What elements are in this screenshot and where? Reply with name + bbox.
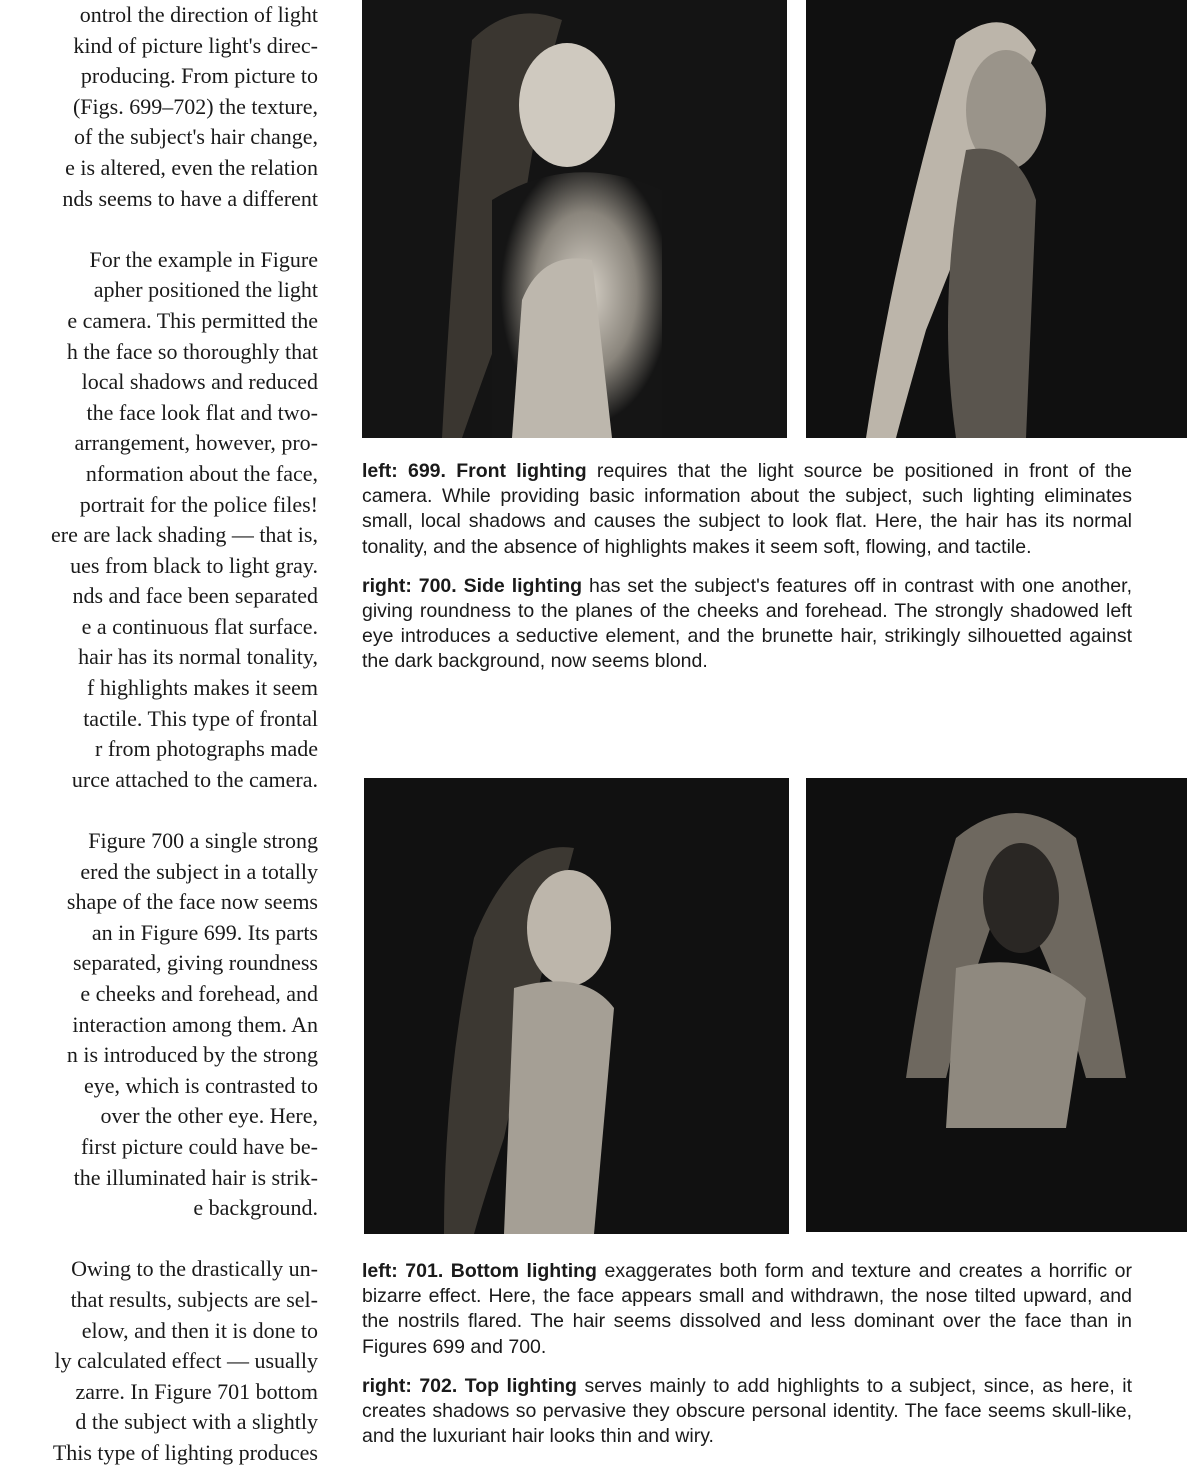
body-text-line: the face look flat and two-	[86, 399, 318, 425]
body-text-line: n is introduced by the strong	[66, 1042, 318, 1068]
body-text-line: kind of picture light's direc-	[73, 32, 318, 58]
body-text-line: f highlights makes it seem	[87, 675, 318, 701]
body-text-line: arrangement, however, pro-	[74, 430, 318, 456]
body-text-line: portrait for the police files!	[79, 491, 318, 517]
body-text-line: e background.	[193, 1195, 318, 1221]
caption-fig-701-lead: left: 701. Bottom lighting	[362, 1260, 597, 1282]
body-text-line: nformation about the face,	[85, 460, 318, 486]
body-text-line: For the example in Figure	[89, 246, 318, 272]
photo-front-lighting-art	[362, 0, 787, 438]
body-text-line: ere are lack shading — that is,	[51, 522, 318, 548]
body-text-line: zarre. In Figure 701 bottom	[75, 1378, 318, 1404]
body-text-line: apher positioned the light	[93, 277, 318, 303]
caption-fig-701	[362, 1259, 1132, 1360]
body-text-line: Owing to the drastically un-	[71, 1256, 318, 1282]
photo-bottom-lighting	[364, 778, 789, 1234]
body-text-line: nds seems to have a different	[62, 185, 318, 211]
caption-fig-699-lead: left: 699. Front lighting	[362, 460, 587, 482]
body-text-line: shape of the face now seems	[66, 889, 318, 915]
paragraph-gap	[0, 795, 318, 826]
caption-fig-700	[362, 574, 1132, 675]
body-text-column	[0, 0, 318, 1484]
caption-fig-699-text: requires that the light source be positioned in front of the camera. While providing basic information about the subject, such lighting eliminates small, local shadows and causes the subject to look flat. Here, the hair has its normal tonality, and the absence of highlights makes it seem soft, flowing, and tactile.	[362, 460, 1132, 558]
captions-bottom	[362, 1259, 1132, 1463]
body-text-line: ues from black to light gray.	[70, 552, 318, 578]
paragraph-gap	[0, 1224, 318, 1255]
body-text-line: ly calculated effect — usually	[54, 1348, 318, 1374]
photo-bottom-lighting-art	[364, 778, 789, 1234]
body-text-line: urce attached to the camera.	[71, 766, 318, 792]
body-text-line: r from photographs made	[95, 736, 318, 762]
body-text-line: producing. From picture to	[80, 63, 318, 89]
body-text-line: e a continuous flat surface.	[81, 613, 318, 639]
photo-top-lighting	[806, 778, 1187, 1232]
body-text-line: that results, subjects are sel-	[70, 1286, 318, 1312]
body-text-line: d the subject with a slightly	[75, 1409, 318, 1435]
body-text-line: local shadows and reduced	[81, 369, 318, 395]
body-text-line: the illuminated hair is strik-	[73, 1164, 318, 1190]
body-text-line: ered the subject in a totally	[80, 858, 318, 884]
body-text-line: hair has its normal tonality,	[78, 644, 318, 670]
body-text-line: tactile. This type of frontal	[83, 705, 318, 731]
body-text-line: ontrol the direction of light	[79, 2, 318, 27]
body-text-line: of the subject's hair change,	[73, 124, 318, 150]
body-text-line: nds and face been separated	[72, 583, 318, 609]
caption-fig-702-text: serves mainly to add highlights to a subject, since, as here, it creates shadows so pervasive they obscure personal identity. The face seems skull-like, and the luxuriant hair looks thin and wiry.	[362, 1374, 1133, 1448]
photo-top-lighting-art	[806, 778, 1187, 1232]
photo-side-lighting	[806, 0, 1187, 438]
body-text-line: e cheeks and forehead, and	[80, 981, 318, 1006]
caption-fig-700-lead: right: 700. Side lighting	[362, 574, 583, 597]
caption-fig-700-text: has set the subject's features off in contrast with one another, giving roundness to the planes of the cheeks and forehead. The strongly shadowed left eye introduces a seductive element, and the brunette hair, strikingly silhouetted against the dark background, now seems blond.	[362, 574, 1132, 673]
caption-fig-699	[362, 459, 1132, 560]
body-text-line: an in Figure 699. Its parts	[91, 919, 318, 945]
photo-side-lighting-art	[806, 0, 1187, 438]
body-text-line: elow, and then it is done to	[81, 1317, 318, 1343]
body-text-line: over the other eye. Here,	[100, 1103, 318, 1129]
body-text-line: Figure 700 a single strong	[88, 828, 318, 854]
body-text-line: first picture could have be-	[80, 1133, 318, 1159]
body-text-line: h the face so thoroughly that	[66, 338, 318, 364]
captions-top	[362, 459, 1132, 689]
body-text-line: This type of lighting produces	[52, 1439, 318, 1465]
body-text-line: (Figs. 699–702) the texture,	[72, 93, 318, 119]
caption-fig-702	[362, 1374, 1132, 1450]
body-text-line: separated, giving roundness	[73, 950, 318, 976]
caption-fig-702-lead: right: 702. Top lighting	[362, 1374, 577, 1397]
body-text-line: interaction among them. An	[72, 1011, 318, 1037]
paragraph-gap	[0, 214, 318, 245]
body-text-line: eye, which is contrasted to	[84, 1072, 318, 1098]
body-text-line: e camera. This permitted the	[67, 307, 318, 333]
caption-fig-701-text: exaggerates both form and texture and creates a horrific or bizarre effect. Here, the face appears small and withdrawn, the nose tilted upward, and the nostrils flared. The hair seems dissolved and less dominant over the face than in Figures 699 and 700.	[362, 1260, 1132, 1358]
body-text-line: e is altered, even the relation	[65, 154, 318, 180]
photo-front-lighting	[362, 0, 787, 438]
